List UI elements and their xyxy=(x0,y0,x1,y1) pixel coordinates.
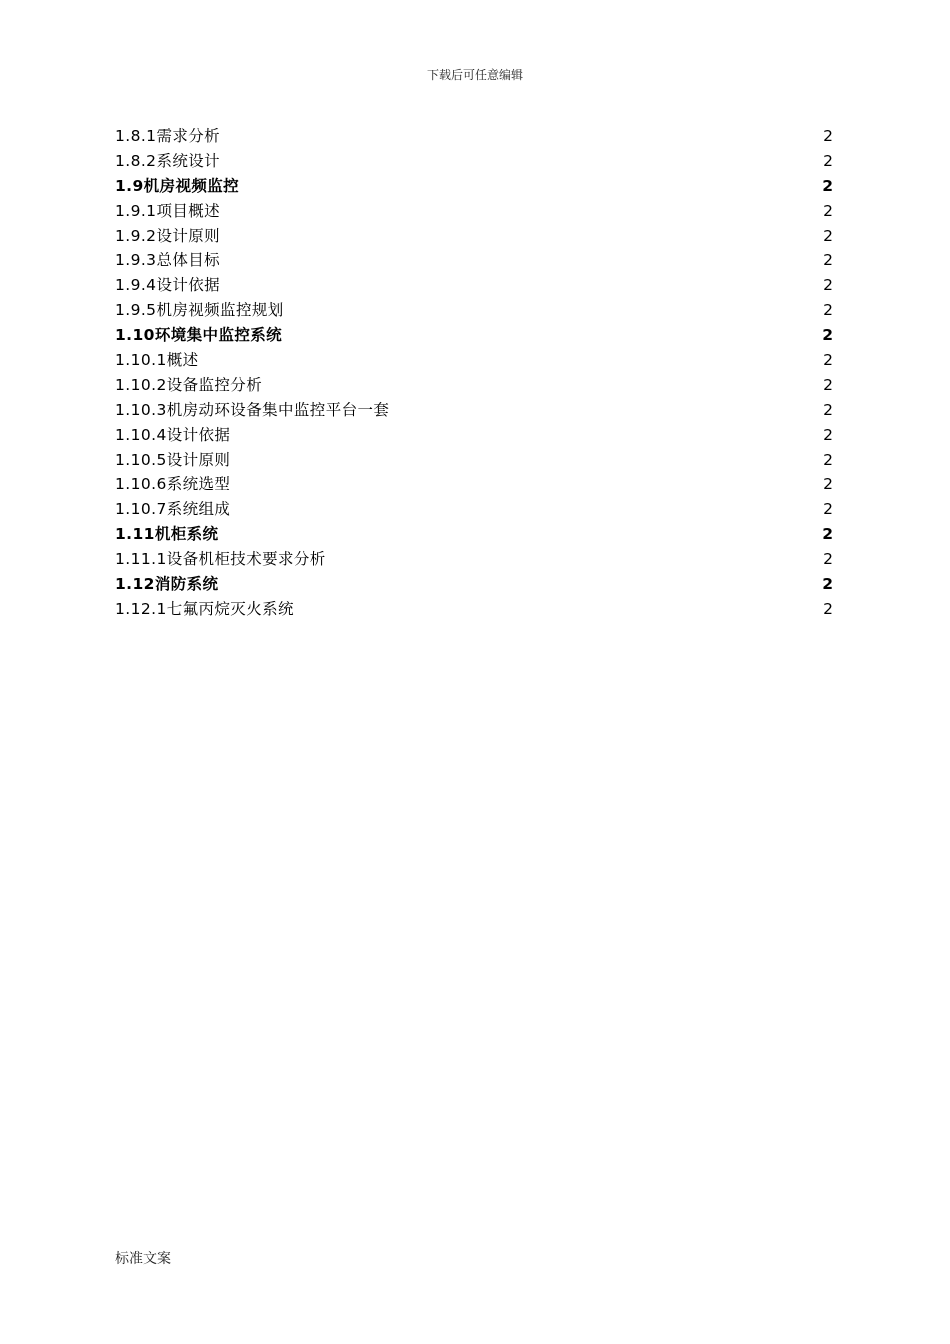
toc-entry-page-number: 2 xyxy=(822,575,833,594)
toc-entry-title: 1.12消防系统 xyxy=(115,575,219,594)
toc-entry-page-number: 2 xyxy=(823,425,833,444)
toc-entry-title: 1.10.3机房动环设备集中监控平台一套 xyxy=(115,400,390,419)
toc-entry[interactable] xyxy=(115,547,833,572)
toc-entry[interactable] xyxy=(115,124,833,149)
toc-entry-title: 1.10.4设计依据 xyxy=(115,425,231,444)
toc-entry-title: 1.12.1七氟丙烷灭火系统 xyxy=(115,599,294,618)
toc-entry[interactable] xyxy=(115,298,833,323)
toc-entry-page-number: 2 xyxy=(823,276,833,295)
toc-entry-page-number: 2 xyxy=(823,450,833,469)
toc-entry-title: 1.9.2设计原则 xyxy=(115,226,221,245)
toc-entry[interactable] xyxy=(115,323,833,348)
toc-entry-title: 1.9机房视频监控 xyxy=(115,176,240,195)
toc-entry-page-number: 2 xyxy=(823,500,833,519)
toc-entry[interactable] xyxy=(115,448,833,473)
toc-entry[interactable] xyxy=(115,423,833,448)
toc-entry-page-number: 2 xyxy=(823,400,833,419)
toc-entry[interactable] xyxy=(115,572,833,597)
toc-entry-page-number: 2 xyxy=(822,525,833,544)
toc-entry-title: 1.10.1概述 xyxy=(115,351,199,370)
toc-entry-title: 1.8.1需求分析 xyxy=(115,127,221,145)
toc-entry-page-number: 2 xyxy=(823,251,833,270)
toc-entry-page-number: 2 xyxy=(823,151,833,170)
toc-entry-title: 1.11机柜系统 xyxy=(115,525,219,544)
toc-entry-title: 1.10环境集中监控系统 xyxy=(115,326,283,345)
toc-entry-page-number: 2 xyxy=(823,301,833,320)
toc-entry[interactable] xyxy=(115,149,833,174)
page-footer: 标准文案 xyxy=(115,1251,171,1267)
toc-entry-title: 1.10.2设备监控分析 xyxy=(115,375,263,394)
toc-entry-page-number: 2 xyxy=(823,599,833,618)
toc-entry-title: 1.9.3总体目标 xyxy=(115,251,221,270)
toc-entry[interactable] xyxy=(115,199,833,224)
table-of-contents xyxy=(115,124,833,622)
toc-entry[interactable] xyxy=(115,472,833,497)
toc-entry[interactable] xyxy=(115,522,833,547)
toc-entry-page-number: 2 xyxy=(822,326,833,345)
toc-entry-page-number: 2 xyxy=(823,201,833,220)
toc-entry[interactable] xyxy=(115,273,833,298)
toc-entry[interactable] xyxy=(115,398,833,423)
toc-entry-title: 1.10.7系统组成 xyxy=(115,500,231,519)
toc-entry[interactable] xyxy=(115,224,833,249)
toc-entry-page-number: 2 xyxy=(822,176,833,195)
toc-entry-title: 1.9.5机房视频监控规划 xyxy=(115,301,284,320)
toc-entry-page-number: 2 xyxy=(823,351,833,370)
page-header: 下载后可任意编辑 xyxy=(426,68,523,82)
toc-entry-title: 1.9.1项目概述 xyxy=(115,201,221,220)
toc-entry-title: 1.10.5设计原则 xyxy=(115,450,231,469)
toc-entry-page-number: 2 xyxy=(823,226,833,245)
toc-entry[interactable] xyxy=(115,373,833,398)
toc-entry[interactable] xyxy=(115,248,833,273)
toc-entry-title: 1.8.2系统设计 xyxy=(115,151,221,170)
toc-entry[interactable] xyxy=(115,348,833,373)
toc-entry[interactable] xyxy=(115,597,833,622)
toc-entry-title: 1.10.6系统选型 xyxy=(115,475,231,494)
toc-entry-page-number: 2 xyxy=(823,550,833,569)
toc-entry[interactable] xyxy=(115,174,833,199)
toc-entry-title: 1.9.4设计依据 xyxy=(115,276,221,295)
toc-entry-title: 1.11.1设备机柜技术要求分析 xyxy=(115,550,326,569)
toc-entry-page-number: 2 xyxy=(823,475,833,494)
toc-entry-page-number: 2 xyxy=(823,127,833,145)
toc-entry[interactable] xyxy=(115,497,833,522)
toc-entry-page-number: 2 xyxy=(823,375,833,394)
